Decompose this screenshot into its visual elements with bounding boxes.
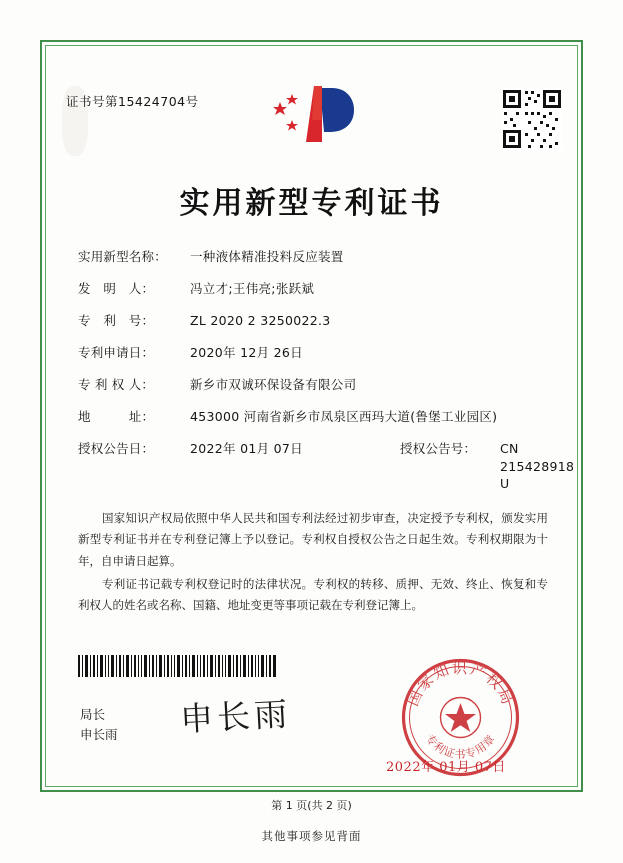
footer-note: 其他事项参见背面 (261, 829, 362, 843)
field-value-patent-no: ZL 2020 2 3250022.3 (190, 313, 331, 328)
seal-date: 2022年 01月 07日 (386, 760, 506, 775)
legal-paragraph-1: 国家知识产权局依照中华人民共和国专利法经过初步审查，决定授予专利权，颁发实用新型专利证书并在专利登记簿上予以登记。专利权自授权公告之日起生效。专利权期限为十年，自申请日起算。 (78, 511, 548, 568)
field-label-grant-no: 授权公告号： (400, 441, 477, 456)
certificate-number: 证书号第15424704号 (66, 94, 199, 109)
field-value-address: 453000 河南省新乡市凤泉区西玛大道(鲁堡工业园区) (190, 409, 498, 424)
svg-text:专利证书专用章: 专利证书专用章 (422, 732, 499, 761)
field-value-application-date: 2020年 12月 26日 (190, 345, 303, 360)
page-number: 第 1 页(共 2 页) (271, 799, 352, 812)
field-row (78, 376, 548, 394)
field-value-patentee: 新乡市双诚环保设备有限公司 (190, 377, 357, 392)
director-name: 申长雨 (80, 727, 118, 742)
field-label-address: 地 址： (78, 409, 155, 424)
field-value-name: 一种液体精准投料反应装置 (190, 249, 344, 264)
field-list (78, 248, 575, 507)
field-value-inventor: 冯立才;王伟亮;张跃斌 (190, 281, 315, 296)
handwritten-signature: 申长雨 (179, 694, 293, 739)
field-label-grant-date: 授权公告日： (78, 441, 155, 456)
field-label-application-date: 专利申请日： (78, 345, 155, 360)
page-title: 实用新型专利证书 (179, 186, 444, 221)
field-value-grant-date: 2022年 01月 07日 (190, 441, 303, 456)
field-row (78, 344, 548, 362)
field-row (78, 408, 548, 426)
field-row (78, 312, 548, 330)
legal-paragraph-2: 专利证书记载专利权登记时的法律状况。专利权的转移、质押、无效、终止、恢复和专利权人的姓名或名称、国籍、地址变更等事项记载在专利登记簿上。 (78, 576, 548, 613)
field-row (78, 248, 548, 266)
field-label-patent-no: 专 利 号： (78, 313, 155, 328)
cnipa-logo (262, 80, 362, 160)
field-label-inventor: 发 明 人： (78, 281, 155, 296)
qr-code (501, 88, 563, 150)
field-label-name: 实用新型名称： (78, 249, 167, 264)
svg-text:国家知识产权局: 国家知识产权局 (403, 659, 518, 709)
field-row (78, 440, 575, 493)
director-block (80, 705, 118, 745)
field-label-patentee: 专 利 权 人： (78, 377, 155, 392)
field-row (78, 280, 548, 298)
director-label: 局长 (80, 707, 106, 722)
legal-text (78, 508, 548, 618)
barcode (78, 655, 278, 677)
field-value-grant-no: CN 215428918 U (500, 441, 575, 491)
